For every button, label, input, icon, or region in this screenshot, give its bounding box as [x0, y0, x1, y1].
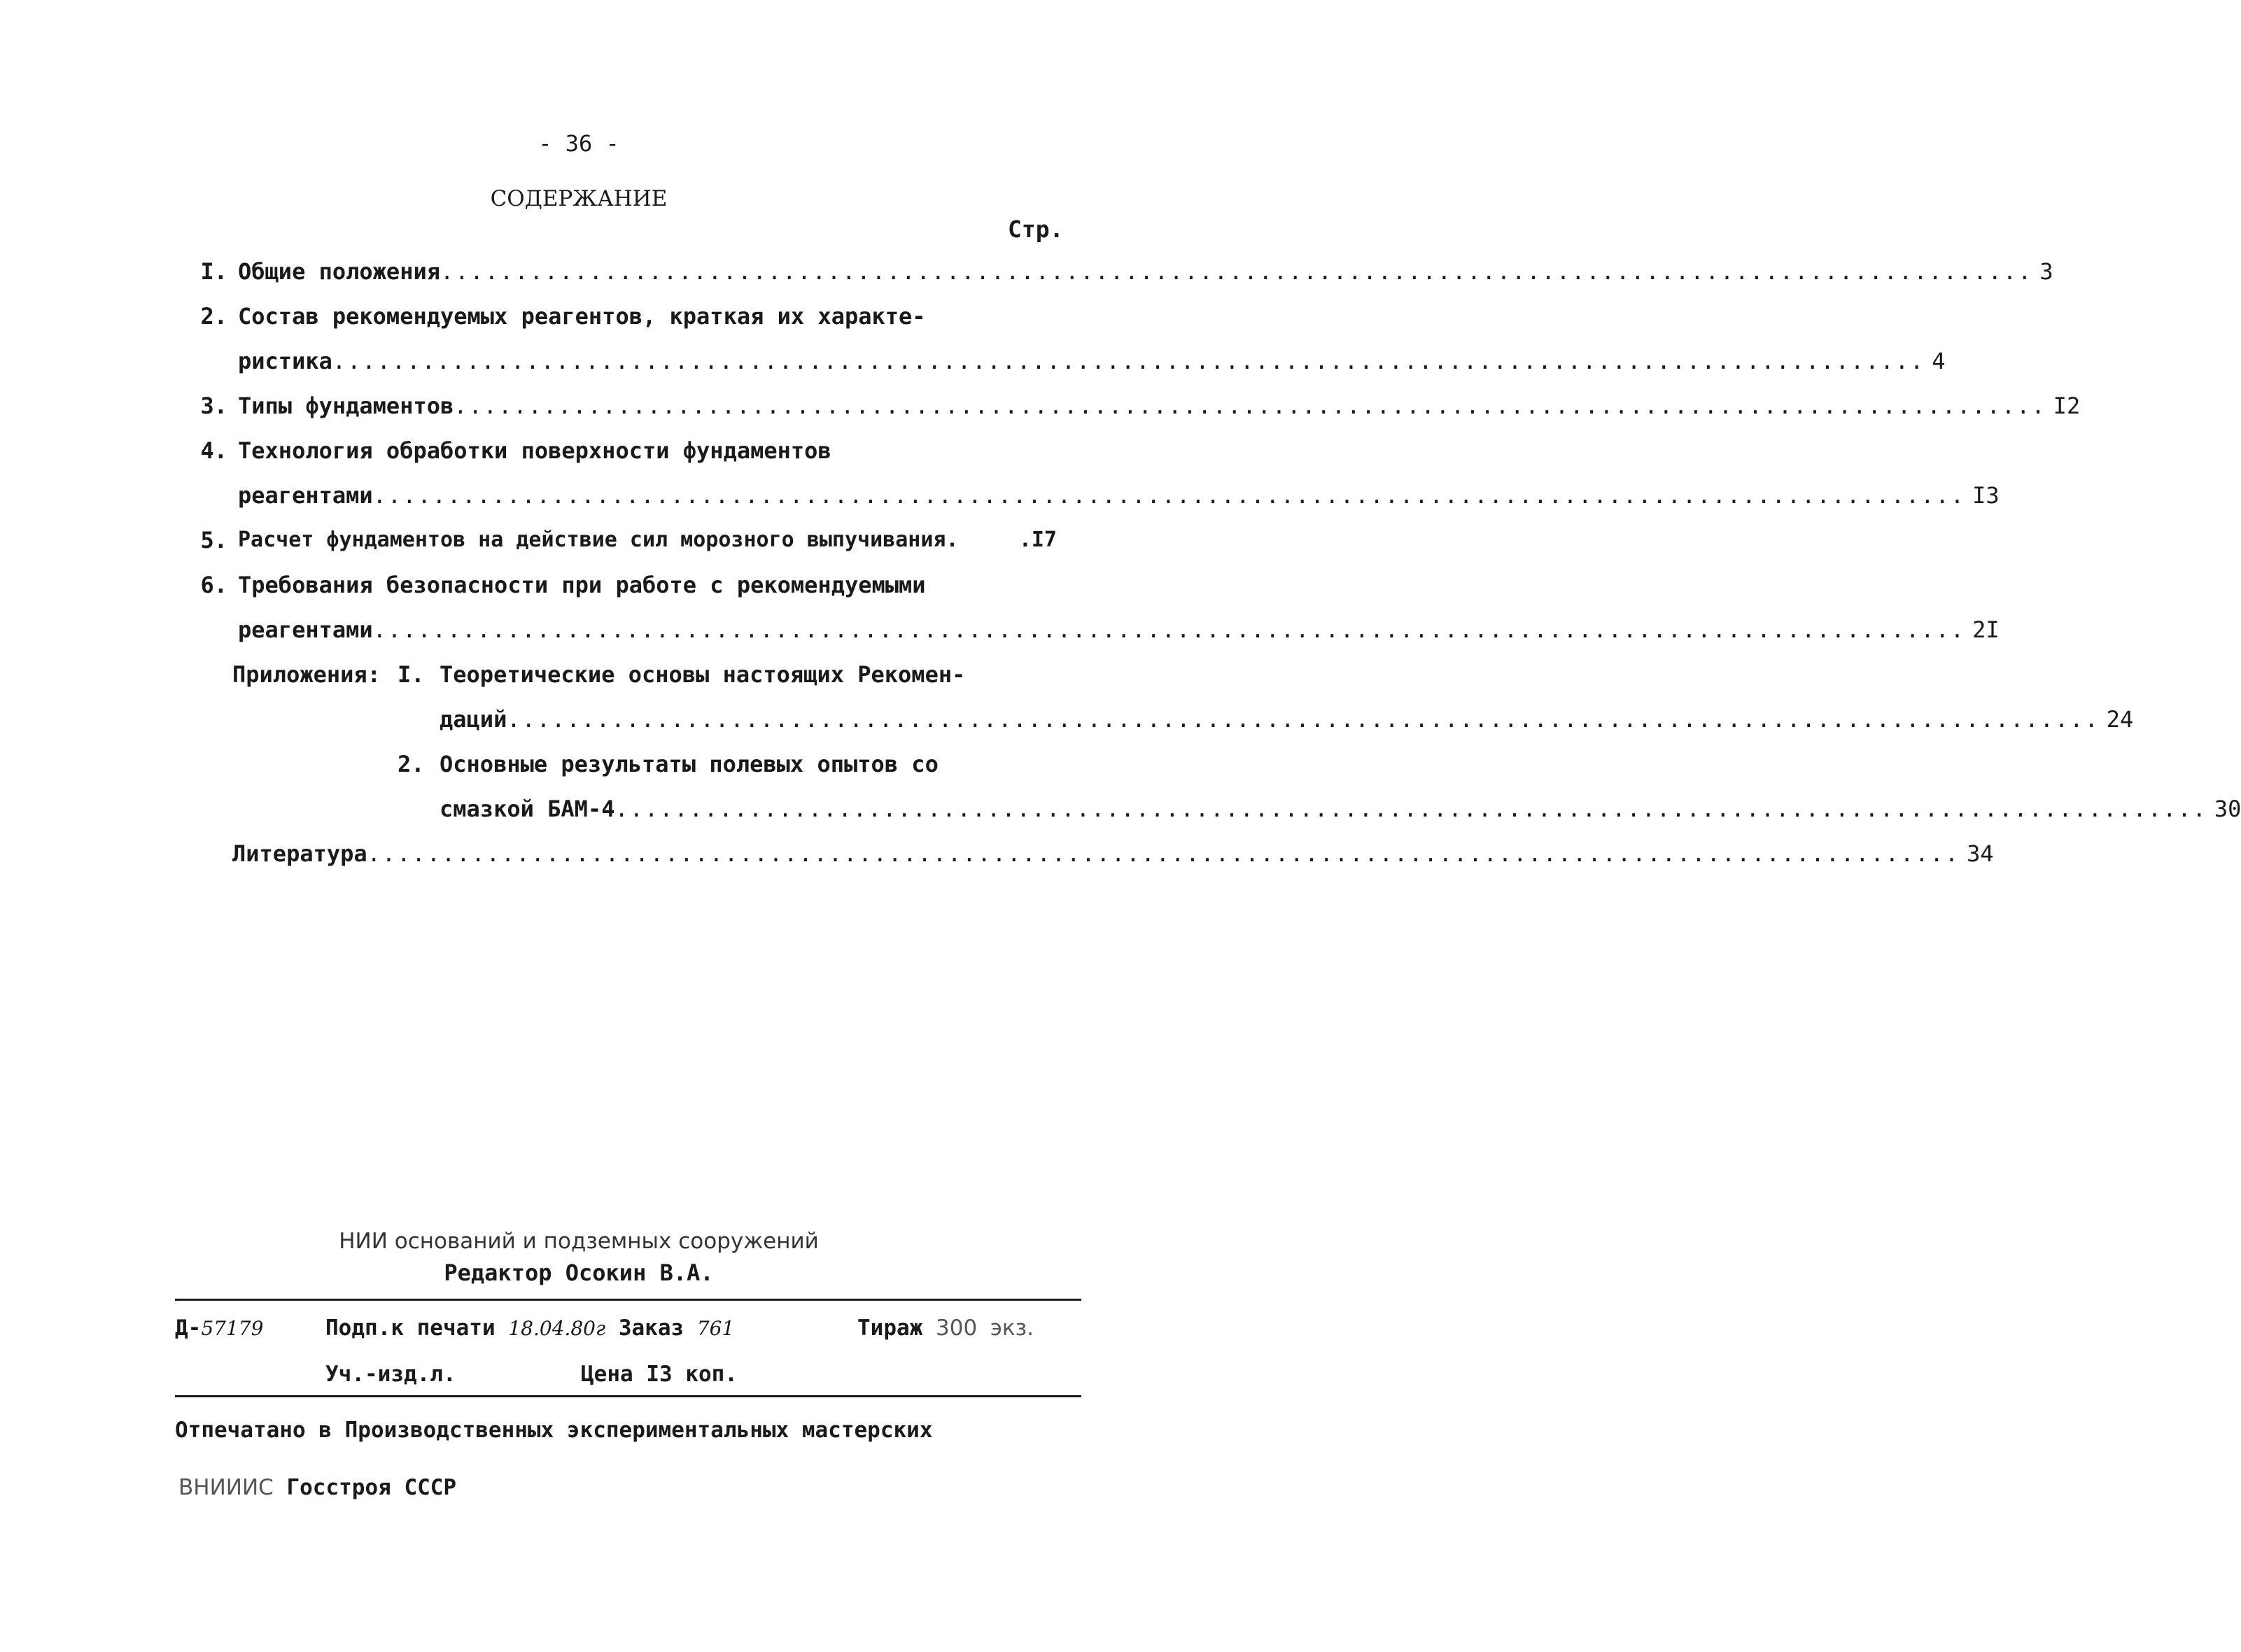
toc-entry-page: I2	[2053, 393, 2081, 419]
appendix-entry-1	[189, 655, 1057, 700]
leader-dots: ...........................................................................................................	[507, 706, 2100, 733]
toc-entry-number: 5.	[200, 527, 227, 553]
appendix-entry-2-cont	[189, 789, 2241, 834]
appendix-number: 2.	[398, 751, 425, 777]
run-label: Тираж	[857, 1315, 923, 1341]
signed-for-print	[325, 1315, 734, 1341]
leader-dots: ...........................................................................................................	[454, 393, 2046, 419]
toc-entry-1	[189, 252, 2053, 297]
leader-dots: ...........................................................................................................	[367, 840, 1960, 867]
order-label: Заказ	[618, 1315, 684, 1341]
toc-entry-number: 2.	[200, 303, 227, 330]
toc-entry-page: 2I	[1972, 616, 2000, 643]
editor-line: Редактор Осокин В.А.	[444, 1259, 714, 1286]
toc-entry-number: 3.	[200, 393, 227, 419]
toc-entry-title: Общие положения	[238, 258, 440, 285]
toc-entry-title: Типы фундаментов	[238, 393, 454, 419]
organization-rest: Госстроя СССР	[286, 1475, 457, 1500]
signed-label: Подп.к печати	[325, 1315, 496, 1341]
toc-entry-5	[189, 521, 1057, 565]
toc-entry-4-cont	[189, 476, 2000, 521]
toc-entry-title: Расчет фундаментов на действие сил морозного выпучивания.	[238, 528, 959, 552]
order-number: 761	[696, 1317, 735, 1340]
toc-entry-title-cont: реагентами	[238, 616, 373, 643]
toc-entry-page: I3	[1972, 482, 2000, 509]
toc-entry-2-cont	[189, 341, 1946, 386]
price: Цена I3 коп.	[581, 1362, 738, 1387]
signed-date: 18.04.80г	[508, 1317, 606, 1340]
organization-prefix: ВНИИИС	[178, 1475, 274, 1500]
toc-entry-number: 6.	[200, 572, 227, 598]
toc-entry-6-cont	[189, 610, 2000, 655]
order-code-number: 57179	[201, 1317, 264, 1340]
appendix-label: Приложения:	[232, 661, 381, 688]
appendix-title: Теоретические основы настоящих Рекомен-	[440, 661, 966, 688]
page-column-header: Стр.	[1008, 216, 1064, 243]
leader-dots: ...........................................................................................................	[614, 796, 2207, 822]
toc-entry-title: Состав рекомендуемых реагентов, краткая их характе-	[238, 303, 926, 330]
toc-entry-4	[189, 431, 1057, 476]
appendix-title-cont: смазкой БАМ-4	[440, 796, 615, 822]
imprint-rule-top	[175, 1299, 1081, 1301]
toc-entry-page: .I7	[1018, 528, 1057, 552]
printed-by-line: Отпечатано в Производственных экспериментальных мастерских	[175, 1418, 933, 1443]
toc-entry-page: 3	[2039, 258, 2053, 285]
toc-entry-number: I.	[200, 258, 227, 285]
toc-title: СОДЕРЖАНИЕ	[490, 186, 668, 211]
leader-dots: ...........................................................................................................	[440, 258, 2033, 285]
page-number: - 36 -	[538, 130, 619, 157]
imprint-rule-bottom	[175, 1395, 1081, 1397]
institute-name: НИИ оснований и подземных сооружений	[339, 1229, 819, 1254]
toc-entry-number: 4.	[200, 437, 227, 464]
toc-entry-6	[189, 565, 1057, 610]
toc-entry-title: Технология обработки поверхности фундаментов	[238, 437, 831, 464]
appendix-page: 30	[2214, 796, 2241, 822]
appendix-entry-1-cont	[189, 700, 2134, 744]
publishing-sheets: Уч.-изд.л.	[325, 1362, 456, 1387]
toc-entry-title-cont: реагентами	[238, 482, 373, 509]
literature-page: 34	[1967, 840, 1994, 867]
imprint-row-1	[175, 1315, 263, 1341]
print-run	[857, 1315, 1034, 1341]
organization-line	[178, 1475, 456, 1500]
table-of-contents	[189, 252, 2241, 879]
appendix-page: 24	[2106, 706, 2134, 733]
run-unit: экз.	[990, 1315, 1034, 1341]
leader-dots: ...........................................................................................................	[372, 616, 1966, 643]
appendix-number: I.	[398, 661, 425, 688]
order-code-prefix: Д-	[175, 1315, 202, 1341]
toc-entry-page: 4	[1932, 348, 1946, 374]
appendix-title-cont: даций	[440, 706, 507, 733]
literature-entry	[189, 834, 1994, 879]
run-value: 300	[936, 1315, 978, 1341]
toc-entry-title-cont: ристика	[238, 348, 332, 374]
literature-label: Литература	[232, 840, 367, 867]
leader-dots: ...........................................................................................................	[332, 348, 1925, 374]
toc-entry-2	[189, 297, 1057, 341]
appendix-title: Основные результаты полевых опытов со	[440, 751, 939, 777]
toc-entry-3	[189, 386, 2081, 431]
toc-entry-title: Требования безопасности при работе с рекомендуемыми	[238, 572, 926, 598]
leader-dots: ...........................................................................................................	[372, 482, 1966, 509]
appendix-entry-2	[189, 744, 1057, 789]
